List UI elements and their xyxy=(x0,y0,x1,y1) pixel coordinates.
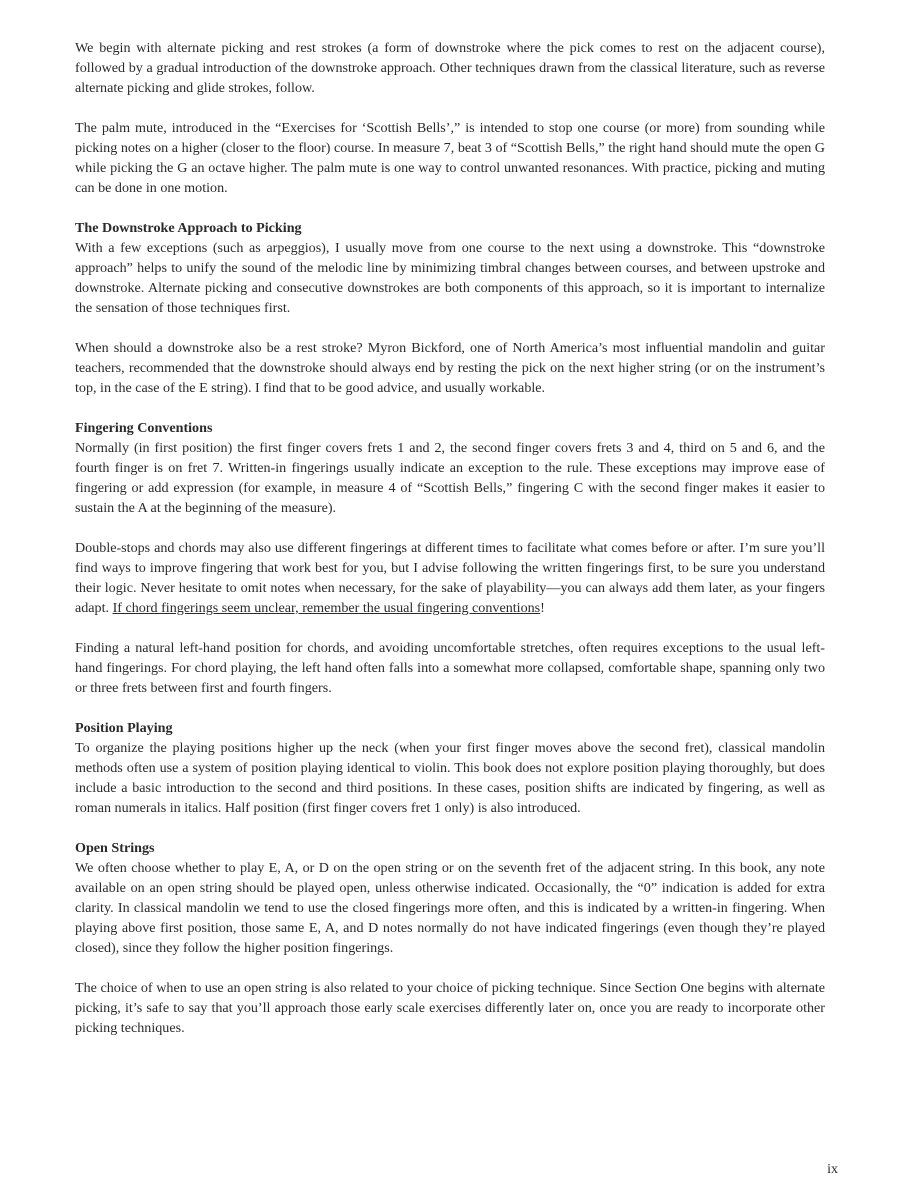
page-body xyxy=(75,38,825,1058)
open-strings-paragraph-1: We often choose whether to play E, A, or D on the open string or on the seventh fret of the adjacent string. In this book, any note available on an open string should be played open, unless otherwise indicated. Occasionally, the “0” indication is added for extra clarity. In classical mandolin we tend to use the closed fingerings more often, and this is indicated by a written-in fingering. When playing above first position, those same E, A, and D notes normally do not have indicated fingerings (even though they’re played closed), since they follow the higher position fingerings. xyxy=(75,860,825,956)
fingering-paragraph-2-end: ! xyxy=(540,600,545,616)
fingering-underlined-note: If chord fingerings seem unclear, remember the usual fingering conventions xyxy=(112,600,541,616)
page-number: ix xyxy=(827,1162,838,1177)
heading-fingering-conventions: Fingering Conventions xyxy=(75,420,213,436)
fingering-paragraph-2-text: Double-stops and chords may also use different fingerings at different times to facilitate what comes before or after. I’m sure you’ll find ways to improve fingering that work best for you, but I advise following the written fingerings first, to be sure you understand their logic. Never hesitate to omit notes when necessary, for the sake of playability—you can always add them later, as your fingers adapt. xyxy=(75,540,825,616)
intro-paragraph-2: The palm mute, introduced in the “Exercises for ‘Scottish Bells’,” is intended to stop one course (or more) from sounding while picking notes on a higher (closer to the floor) course. In measure 7, beat 3 of “Scottish Bells,” the right hand should mute the open G while picking the G an octave higher. The palm mute is one way to control unwanted resonances. With practice, picking and muting can be done in one motion. xyxy=(75,120,825,196)
downstroke-paragraph-2: When should a downstroke also be a rest stroke? Myron Bickford, one of North America’s most influential mandolin and guitar teachers, recommended that the downstroke should always end by resting the pick on the next higher string (or on the instrument’s top, in the case of the E string). I find that to be good advice, and usually workable. xyxy=(75,340,825,396)
intro-paragraph-1: We begin with alternate picking and rest strokes (a form of downstroke where the pick comes to rest on the adjacent course), followed by a gradual introduction of the downstroke approach. Other techniques drawn from the classical literature, such as reverse alternate picking and glide strokes, follow. xyxy=(75,40,825,96)
fingering-paragraph-3: Finding a natural left-hand position for chords, and avoiding uncomfortable stretches, often requires exceptions to the usual left-hand fingerings. For chord playing, the left hand often falls into a somewhat more collapsed, comfortable shape, spanning only two or three frets between first and fourth fingers. xyxy=(75,640,825,696)
position-paragraph-1: To organize the playing positions higher up the neck (when your first finger moves above the second fret), classical mandolin methods often use a system of position playing identical to violin. This book does not explore position playing thoroughly, but does include a basic introduction to the second and third positions. In these cases, position shifts are indicated by fingering, as well as roman numerals in italics. Half position (first finger covers fret 1 only) is also introduced. xyxy=(75,740,825,816)
heading-open-strings: Open Strings xyxy=(75,840,155,856)
downstroke-paragraph-1: With a few exceptions (such as arpeggios), I usually move from one course to the next using a downstroke. This “downstroke approach” helps to unify the sound of the melodic line by minimizing timbral changes between courses, and between upstroke and downstroke. Alternate picking and consecutive downstrokes are both components of this approach, so it is important to internalize the sensation of those techniques first. xyxy=(75,240,825,316)
fingering-paragraph-1: Normally (in first position) the first finger covers frets 1 and 2, the second finger covers frets 3 and 4, third on 5 and 6, and the fourth finger is on fret 7. Written-in fingerings usually indicate an exception to the rule. These exceptions may improve ease of fingering or add expression (for example, in measure 4 of “Scottish Bells,” fingering C with the second finger makes it easier to sustain the A at the beginning of the measure). xyxy=(75,440,825,516)
fingering-paragraph-2 xyxy=(75,538,825,618)
heading-position-playing: Position Playing xyxy=(75,720,173,736)
heading-downstroke-approach: The Downstroke Approach to Picking xyxy=(75,220,302,236)
open-strings-paragraph-2: The choice of when to use an open string is also related to your choice of picking technique. Since Section One begins with alternate picking, it’s safe to say that you’ll approach those early scale exercises differently later on, once you are ready to incorporate other picking techniques. xyxy=(75,980,825,1036)
